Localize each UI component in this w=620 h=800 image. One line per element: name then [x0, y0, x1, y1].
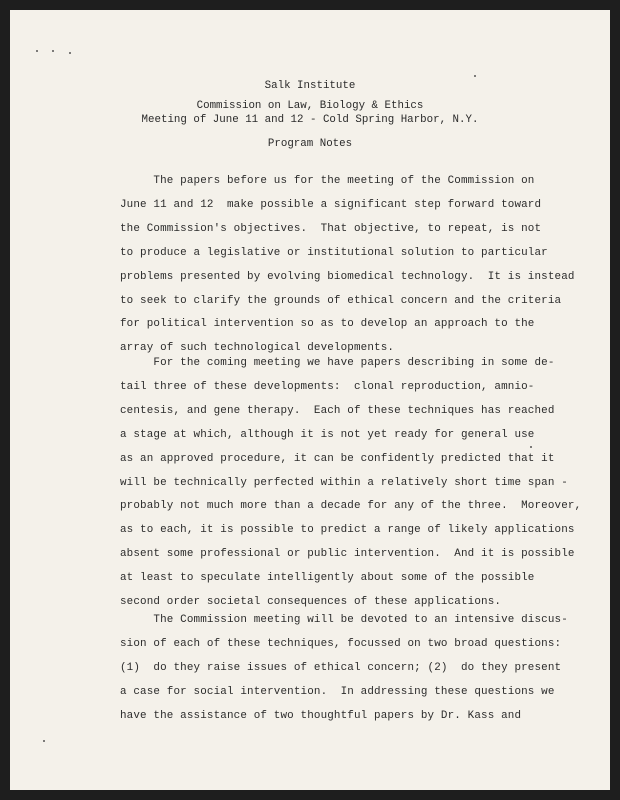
meeting-line: Meeting of June 11 and 12 - Cold Spring Harbor, N.Y.	[141, 114, 479, 126]
text-line: will be technically perfected within a relatively short time span -	[120, 476, 568, 489]
text-line: tail three of these developments: clonal reproduction, amnio-	[120, 380, 535, 393]
text-line: array of such technological developments.	[120, 342, 395, 355]
text-line: problems presented by evolving biomedical technology. It is instead	[120, 270, 575, 283]
speck	[474, 75, 476, 77]
text-line: the Commission's objectives. That objective, to repeat, is not	[120, 222, 542, 235]
text-line: a stage at which, although it is not yet ready for general use	[120, 428, 535, 441]
text-line: For the coming meeting we have papers describing in some de-	[120, 357, 555, 369]
speck	[52, 50, 54, 52]
text-line: as to each, it is possible to predict a range of likely applications	[120, 524, 575, 537]
speck	[530, 446, 532, 448]
text-line: as an approved procedure, it can be confidently predicted that it	[120, 452, 555, 465]
text-line: to produce a legislative or institutional solution to particular	[120, 246, 548, 259]
text-line: for political intervention so as to develop an approach to the	[120, 318, 535, 331]
commission-title: Commission on Law, Biology & Ethics	[196, 100, 424, 112]
speck	[69, 52, 71, 54]
text-line: have the assistance of two thoughtful papers by Dr. Kass and	[120, 709, 522, 722]
text-line: sion of each of these techniques, focussed on two broad questions:	[120, 637, 562, 650]
text-line: to seek to clarify the grounds of ethical concern and the criteria	[120, 294, 562, 307]
text-line: a case for social intervention. In addressing these questions we	[120, 685, 555, 698]
text-line: at least to speculate intelligently about some of the possible	[120, 572, 535, 585]
section-title: Program Notes	[267, 138, 353, 150]
speck	[43, 740, 45, 742]
text-line: centesis, and gene therapy. Each of these techniques has reached	[120, 404, 555, 417]
text-line: The papers before us for the meeting of the Commission on	[120, 175, 535, 187]
text-line: second order societal consequences of these applications.	[120, 596, 502, 608]
text-line: absent some professional or public intervention. And it is possible	[120, 548, 575, 561]
text-line: (1) do they raise issues of ethical concern; (2) do they present	[120, 661, 562, 674]
text-line: June 11 and 12 make possible a significant step forward toward	[120, 198, 542, 211]
text-line: The Commission meeting will be devoted to an intensive discus-	[120, 614, 568, 626]
institution-title: Salk Institute	[264, 80, 356, 92]
document-page	[10, 10, 610, 790]
speck	[36, 50, 38, 52]
text-line: probably not much more than a decade for any of the three. Moreover,	[120, 500, 582, 513]
